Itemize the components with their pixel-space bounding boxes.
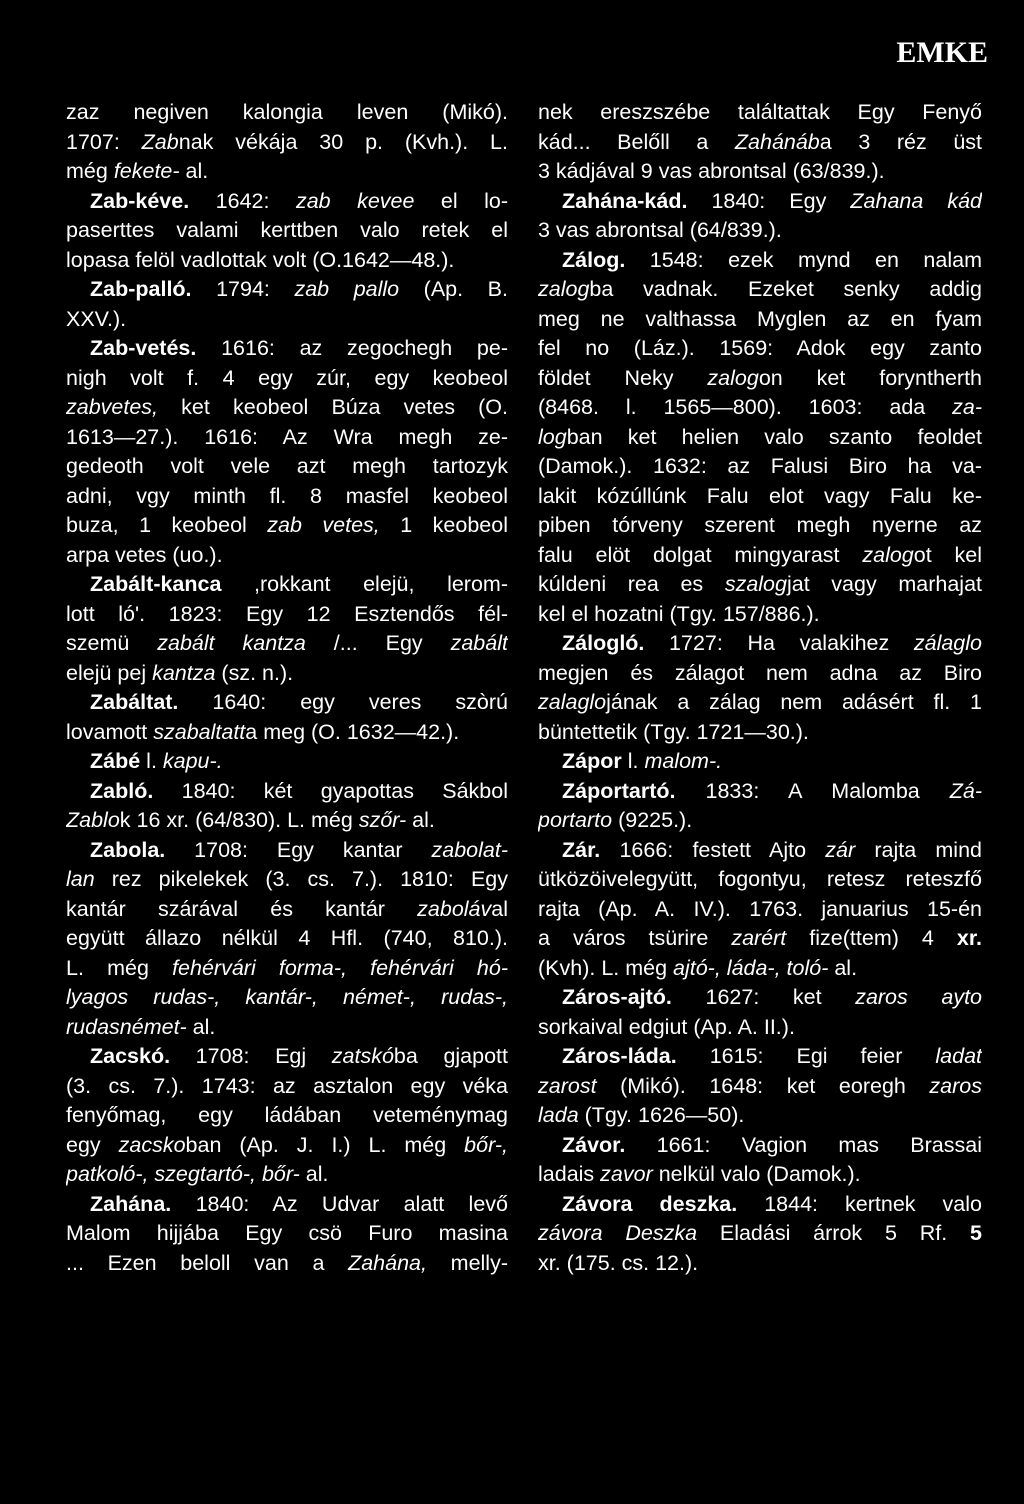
entry-headword: Záros-láda. [562,1044,677,1068]
text-line [538,895,982,925]
text-segment: 1616: az zegochegh pe- [196,336,508,360]
text-line [66,423,508,453]
italic-text: za- [952,395,982,419]
text-segment: szemü [66,631,158,655]
text-line [66,128,508,158]
entry-headword: 5 [970,1221,982,1245]
text-segment: nelkül valo (Damok.). [652,1162,861,1186]
text-line [66,747,508,777]
emke-logo: EMKE [896,36,988,69]
text-segment: /... Egy [305,631,451,655]
text-segment: rajta (Ap. A. IV.). 1763. januarius 15-én [538,896,982,921]
text-line [538,1190,982,1220]
italic-text: zavor [600,1162,653,1186]
text-line [66,777,508,807]
right-column [538,98,982,1278]
text-segment: 1615: Egi feier [676,1044,936,1068]
italic-text: zár [825,837,856,862]
text-line [66,688,508,718]
entry-headword: Zab-vetés. [90,336,197,360]
text-segment: lott ló'. 1823: Egy 12 Esztendős fél- [66,601,508,626]
text-line [538,511,982,541]
italic-text: Zablo [66,808,120,832]
text-segment: 1840: Az Udvar alatt levő [171,1191,508,1216]
text-segment: a város tsürire [538,926,732,950]
text-segment: piben tórveny szerent megh nyerne az [538,513,982,537]
text-segment: 1640: egy veres szòrú [178,690,508,714]
italic-text: fekete- [113,159,180,183]
italic-text: Zahana kád [850,188,982,213]
italic-text: zarért [731,926,787,950]
text-segment: rajta mind [855,837,982,862]
text-segment: nigh volt f. 4 egy zúr, egy keobeol [66,365,508,390]
text-line [66,364,508,394]
text-segment: 1642: [189,188,296,213]
text-segment: megjen és zálagot nem adna az Biro [538,660,982,685]
italic-text: kapu-. [162,749,223,773]
italic-text: fehérvári forma-, fehérvári hó- [172,955,508,980]
entry-headword: Závor. [562,1132,626,1157]
entry-headword: Záros-ajtó. [562,985,672,1009]
text-line [66,629,508,659]
text-line [538,541,982,571]
text-segment: xr. (175. cs. 12.). [538,1250,699,1275]
text-segment: 1666: festett Ajto [600,837,826,862]
left-column [66,98,508,1278]
italic-text: lada [538,1103,579,1127]
text-line [538,836,982,866]
italic-text: portarto [538,808,613,832]
entry-headword: Zahána-kád. [562,188,688,213]
text-segment: meg ne valthassa Myglen az en fyam [538,306,982,331]
text-line [538,1160,982,1190]
text-line [538,954,982,984]
text-line [66,600,508,630]
text-segment: 3 kádjával 9 vas abrontsal (63/839.). [538,159,885,183]
text-segment: ban ket helien valo szanto feoldet [566,424,982,449]
entry-headword: Zabola. [90,837,166,862]
text-line [538,187,982,217]
italic-text: szalog [724,572,787,596]
text-segment: még [66,159,114,183]
italic-text: zatskó [331,1044,394,1068]
italic-text: zalog [707,365,759,390]
text-segment: al. [186,1014,216,1039]
text-line [66,570,508,600]
text-line [538,924,982,954]
italic-text: závora Deszka [538,1221,698,1245]
italic-text: kantza [152,660,216,685]
text-segment: kantár szárával és kantár [66,896,418,921]
text-segment: (Ap. B. [399,277,508,301]
text-segment: ütközöivelegyütt, fogontyu, retesz reteszfő [538,867,982,891]
text-line [66,334,508,364]
text-line [66,157,508,187]
text-line [66,482,508,512]
italic-text: zab kevee [295,188,415,213]
italic-text: zab pallo [294,277,400,301]
text-segment: kád... Belőll a [538,129,735,154]
text-line [66,1190,508,1220]
text-line [538,423,982,453]
text-segment: (3. cs. 7.). 1743: az asztalon egy véka [66,1073,508,1098]
italic-text: szabaltatt [153,719,246,744]
text-segment: ba vadnak. Ezeket senky addig [589,277,982,301]
text-line [66,98,508,128]
text-segment: (Damok.). 1632: az Falusi Biro ha va- [538,454,982,478]
text-segment: büntettetik (Tgy. 1721—30.). [538,719,809,744]
text-line [66,305,508,335]
text-line [538,246,982,276]
entry-headword: xr. [956,926,982,950]
text-line [66,511,508,541]
text-line [538,393,982,423]
text-segment: adni, vgy minth fl. 8 masfel keobeol [66,483,508,508]
text-segment: l. [621,749,645,773]
text-line [66,1042,508,1072]
italic-text: zabált kantza [157,631,306,655]
entry-headword: Zár. [562,837,601,862]
text-segment: 1840: Egy [687,188,851,213]
text-line [66,541,508,571]
text-segment: 1548: ezek mynd en nalam [625,247,982,272]
text-line [538,216,982,246]
text-segment: egy [66,1132,119,1157]
text-segment: együtt állazo nélkül 4 Hfl. (740, 810.). [66,926,508,950]
text-line [538,1042,982,1072]
text-segment: el lo- [414,188,508,213]
entry-headword: Zab-palló. [90,277,192,301]
text-segment: 1833: A Malomba [675,778,950,803]
text-segment: (8468. l. 1565—800). 1603: ada [538,395,953,419]
text-segment: kel el hozatni (Tgy. 157/886.). [538,601,820,626]
italic-text: patkoló-, szegtartó-, bőr- [66,1162,300,1186]
text-segment: 1613—27.). 1616: Az Wra megh ze- [66,424,508,449]
text-segment: 1707: [66,129,142,154]
text-line [538,747,982,777]
text-segment: melly- [427,1250,508,1275]
italic-text: zabolat- [431,837,508,862]
entry-headword: Zahána. [90,1191,172,1216]
text-segment: 1708: Egj [170,1044,332,1068]
text-line [538,364,982,394]
text-segment: al. [828,955,858,980]
text-segment: al. [179,159,209,183]
text-line [66,718,508,748]
text-line [66,1101,508,1131]
italic-text: szőr- [358,808,407,832]
text-segment: 1708: Egy kantar [165,837,432,862]
text-segment: ban (Ap. J. I.) L. még [185,1132,465,1157]
text-line [66,895,508,925]
italic-text: zabált [450,631,508,655]
text-segment: rez pikelekek (3. cs. 7.). 1810: Egy [94,867,508,891]
italic-text: zálaglo [913,631,982,655]
text-line [66,865,508,895]
text-line [538,983,982,1013]
italic-text: zalog [538,277,590,301]
italic-text: bőr-, [464,1132,508,1157]
text-line [66,983,508,1013]
italic-text: lan [66,867,95,891]
text-line [66,806,508,836]
italic-text: rudasnémet- [66,1014,187,1039]
text-segment: nek ereszszébe találtattak Egy Fenyő [538,100,982,124]
text-segment: (Tgy. 1626—50). [578,1103,745,1127]
text-segment: 1794: [191,277,295,301]
text-segment: 1727: Ha valakihez [644,631,914,655]
text-segment: sorkaival edgiut (Ap. A. II.). [538,1014,795,1039]
text-line [66,1013,508,1043]
text-line [66,187,508,217]
italic-text: zalaglo [538,690,607,714]
italic-text: lyagos rudas-, kantár-, német-, rudas-, [66,985,508,1009]
italic-text: zab vetes, [267,513,380,537]
italic-text: zaboláv [417,896,492,921]
text-segment: ... Ezen beloll van a [66,1250,349,1275]
text-line [538,275,982,305]
text-line [538,482,982,512]
text-segment: Eladási árrok 5 Rf. [697,1221,971,1245]
text-segment: L. még [66,955,173,980]
text-segment: földet Neky [538,365,708,390]
entry-headword: Zálog. [562,247,626,272]
text-segment: Malom hijjába Egy csö Furo masina [66,1221,508,1245]
text-segment: gedeoth volt vele azt megh tartozyk [66,454,508,478]
text-line [538,334,982,364]
text-segment: ket keobeol Búza vetes (O. [158,395,508,419]
text-segment: falu elöt dolgat mingyarast [538,542,863,567]
text-line [66,659,508,689]
text-line [538,1072,982,1102]
text-segment: a 3 réz üst [819,129,982,154]
text-segment: al. [406,808,435,832]
text-segment: kúldeni rea es [538,572,725,596]
italic-text: zacsko [118,1132,186,1157]
entry-headword: Zábé [90,749,141,773]
entry-headword: Zápor [562,749,622,773]
text-line [538,777,982,807]
text-segment: a meg (O. 1632—42.). [245,719,460,744]
entry-headword: Zabló. [90,778,154,803]
text-line [66,954,508,984]
italic-text: ajtó-, láda-, toló- [673,955,829,980]
text-line [66,393,508,423]
italic-text: zabvetes, [66,395,159,419]
italic-text: zaros [929,1073,982,1098]
text-segment: l. [140,749,163,773]
text-line [538,718,982,748]
text-segment: ladais [538,1162,601,1186]
text-line [538,128,982,158]
text-segment: paserttes valami kerttben valo retek el [66,218,508,242]
text-segment: lakit kózúllúnk Falu elot vagy Falu ke- [538,483,982,508]
italic-text: Zá- [949,778,982,803]
text-line [538,1131,982,1161]
entry-headword: Zálogló. [562,631,645,655]
text-line [538,1249,982,1279]
text-line [538,305,982,335]
text-line [538,659,982,689]
text-segment: 1661: Vagion mas Brassai [625,1132,982,1157]
text-segment: 1844: kertnek valo [737,1191,982,1216]
text-line [66,1219,508,1249]
text-segment: ot kel [913,542,982,567]
entry-headword: Závora deszka. [562,1191,738,1216]
text-segment: buza, 1 keobeol [66,513,268,537]
text-segment: elejü pej [66,660,153,685]
text-line [538,570,982,600]
text-line [66,836,508,866]
text-segment: (sz. n.). [215,660,294,685]
italic-text: malom-. [644,749,723,773]
text-line [538,600,982,630]
text-line [538,1013,982,1043]
text-line [538,1101,982,1131]
text-line [66,1160,508,1190]
text-line [66,924,508,954]
text-segment: lovamott [66,719,154,744]
italic-text: Zahánáb [734,129,820,154]
text-segment: (Kvh). L. még [538,955,674,980]
text-line [538,865,982,895]
text-segment: jat vagy marhajat [786,572,982,596]
text-line [66,452,508,482]
text-line [66,275,508,305]
text-segment: fize(ttem) 4 [786,926,957,950]
text-segment: fel no (Láz.). 1569: Adok egy zanto [538,336,982,360]
text-line [538,452,982,482]
text-line [66,246,508,276]
text-segment: ,rokkant elejü, lerom- [221,572,508,596]
entry-headword: Zabáltat. [90,690,179,714]
italic-text: zarost [538,1073,597,1098]
text-segment: jának a zálag nem adásért fl. 1 [606,690,982,714]
text-line [66,1072,508,1102]
text-segment: (9225.). [612,808,693,832]
italic-text: log [538,424,567,449]
entry-headword: Zacskó. [90,1044,171,1068]
text-line [538,157,982,187]
text-segment: 3 vas abrontsal (64/839.). [538,218,782,242]
text-segment: nak vékája 30 p. (Kvh.). L. [178,129,508,154]
text-segment: 1840: két gyapottas Sákbol [153,778,508,803]
text-line [538,806,982,836]
text-segment: (Mikó). 1648: ket eoregh [596,1073,930,1098]
text-line [66,1249,508,1279]
text-segment: lopasa felöl vadlottak volt (O.1642—48.). [66,247,455,272]
text-line [538,629,982,659]
italic-text: Zahána, [348,1250,427,1275]
text-line [66,1131,508,1161]
entry-headword: Záportartó. [562,778,676,803]
text-segment: on ket foryntherth [758,365,982,390]
text-segment: 1627: ket [671,985,856,1009]
italic-text: Zab [141,129,179,154]
text-line [538,1219,982,1249]
text-segment: zaz negiven kalongia leven (Mikó). [66,100,508,124]
text-segment: 1 keobeol [379,513,508,537]
entry-headword: Zabált-kanca [90,572,222,596]
text-segment: fenyőmag, egy ládában veteménymag [66,1103,508,1127]
text-segment: al. [299,1162,329,1186]
text-line [538,98,982,128]
text-segment: al [491,896,508,921]
text-line [66,216,508,246]
italic-text: ladat [935,1044,982,1068]
italic-text: zaros ayto [855,985,982,1009]
italic-text: zalog [862,542,914,567]
text-segment: k 16 xr. (64/830). L. még [119,808,359,832]
text-segment: ba gjapott [393,1044,508,1068]
text-line [538,688,982,718]
entry-headword: Zab-kéve. [90,188,190,213]
text-segment: arpa vetes (uo.). [66,542,223,567]
text-segment: XXV.). [66,306,127,331]
